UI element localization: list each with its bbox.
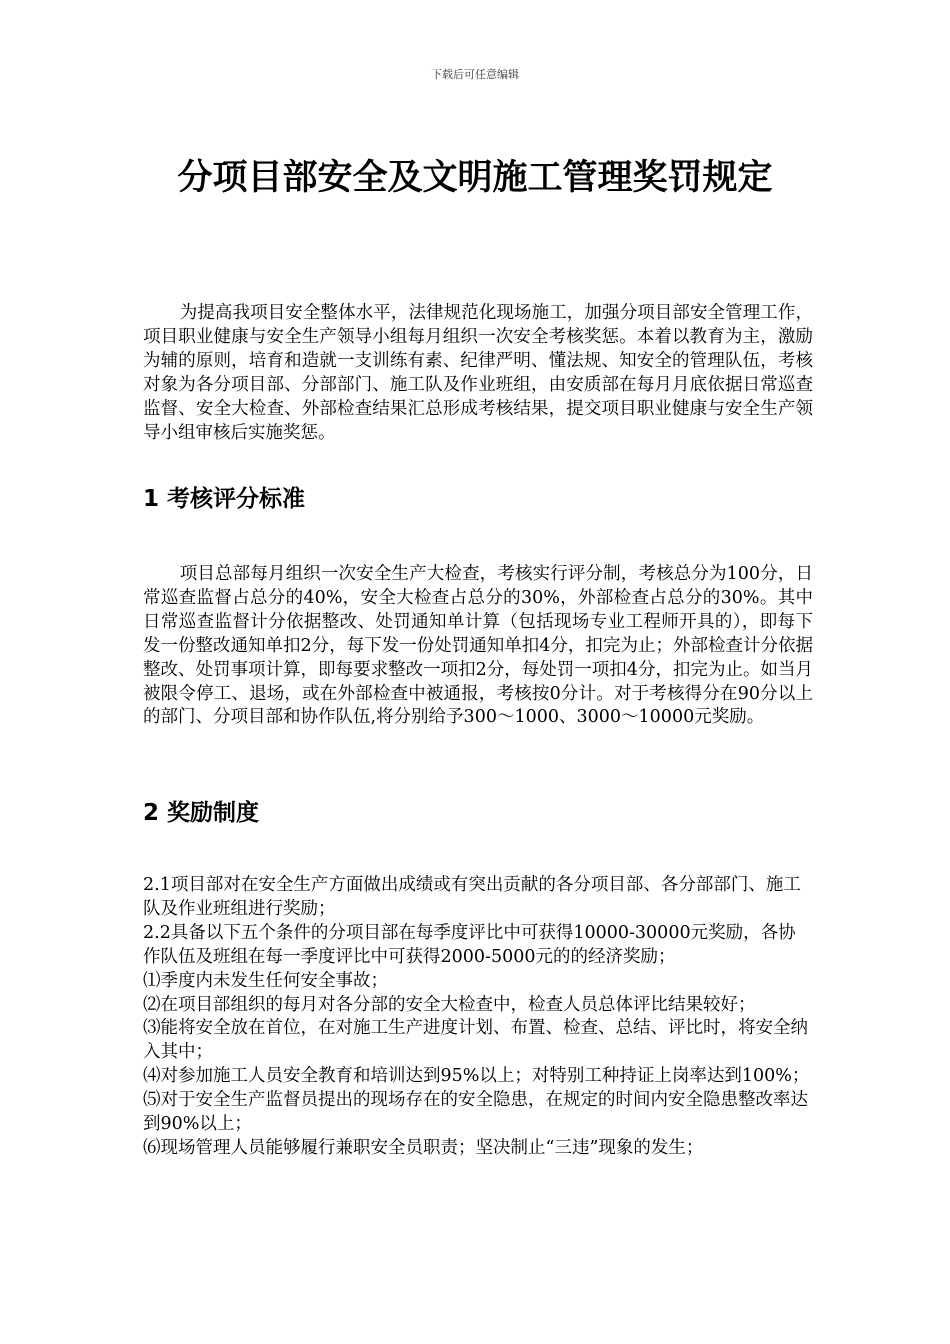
list-item: ⑶能将安全放在首位，在对施工生产进度计划、布置、检查、总结、评比时，将安全纳入其中； [143, 1018, 808, 1063]
section-2-items [143, 874, 813, 1161]
section-1-heading: 1 考核评分标准 [143, 486, 306, 512]
intro-paragraph: 为提高我项目安全整体水平，法律规范化现场施工，加强分项目部安全管理工作，项目职业健康与安全生产领导小组每月组织一次安全考核奖惩。本着以教育为主，激励为辅的原则，培育和造就一支训练有素、纪律严明、懂法规、知安全的管理队伍，考核对象为各分项目部、分部部门、施工队及作业班组，由安质部在每月月底依据日常巡查监督、安全大检查、外部检查结果汇总形成考核结果，提交项目职业健康与安全生产领导小组审核后实施奖惩。 [143, 303, 813, 443]
section-1-paragraph: 项目总部每月组织一次安全生产大检查，考核实行评分制，考核总分为100分，日常巡查监督占总分的40%，安全大检查占总分的30%，外部检查占总分的30%。其中日常巡查监督计分依据整改、处罚通知单计算（包括现场专业工程师开具的），即每下发一份整改通知单扣2分，每下发一份处罚通知单扣4分，扣完为止；外部检查计分依据整改、处罚事项计算，即每要求整改一项扣2分，每处罚一项扣4分，扣完为止。如当月被限令停工、退场，或在外部检查中被通报，考核按0分计。对于考核得分在90分以上的部门、分项目部和协作队伍,将分别给予300～1000、3000～10000元奖励。 [143, 564, 813, 728]
list-item: ⑵在项目部组织的每月对各分部的安全大检查中，检查人员总体评比结果较好； [143, 994, 756, 1015]
list-item: ⑴季度内未发生任何安全事故； [143, 970, 388, 991]
list-item: ⑸对于安全生产监督员提出的现场存在的安全隐患，在规定的时间内安全隐患整改率达到90%以上； [143, 1090, 808, 1135]
list-item: 2.1项目部对在安全生产方面做出成绩或有突出贡献的各分项目部、各分部部门、施工队及作业班组进行奖励； [143, 875, 801, 919]
document-title: 分项目部安全及文明施工管理奖罚规定 [177, 158, 773, 198]
list-item: ⑹现场管理人员能够履行兼职安全员职责；坚决制止“三违”现象的发生； [143, 1137, 704, 1158]
list-item: 2.2具备以下五个条件的分项目部在每季度评比中可获得10000-30000元奖励，各协作队伍及班组在每一季度评比中可获得2000-5000元的的经济奖励； [143, 922, 796, 967]
header-note: 下载后可任意编辑 [431, 68, 519, 81]
section-2-heading: 2 奖励制度 [143, 800, 260, 826]
list-item: ⑷对参加施工人员安全教育和培训达到95%以上；对特别工种持证上岗率达到100%； [143, 1066, 810, 1087]
